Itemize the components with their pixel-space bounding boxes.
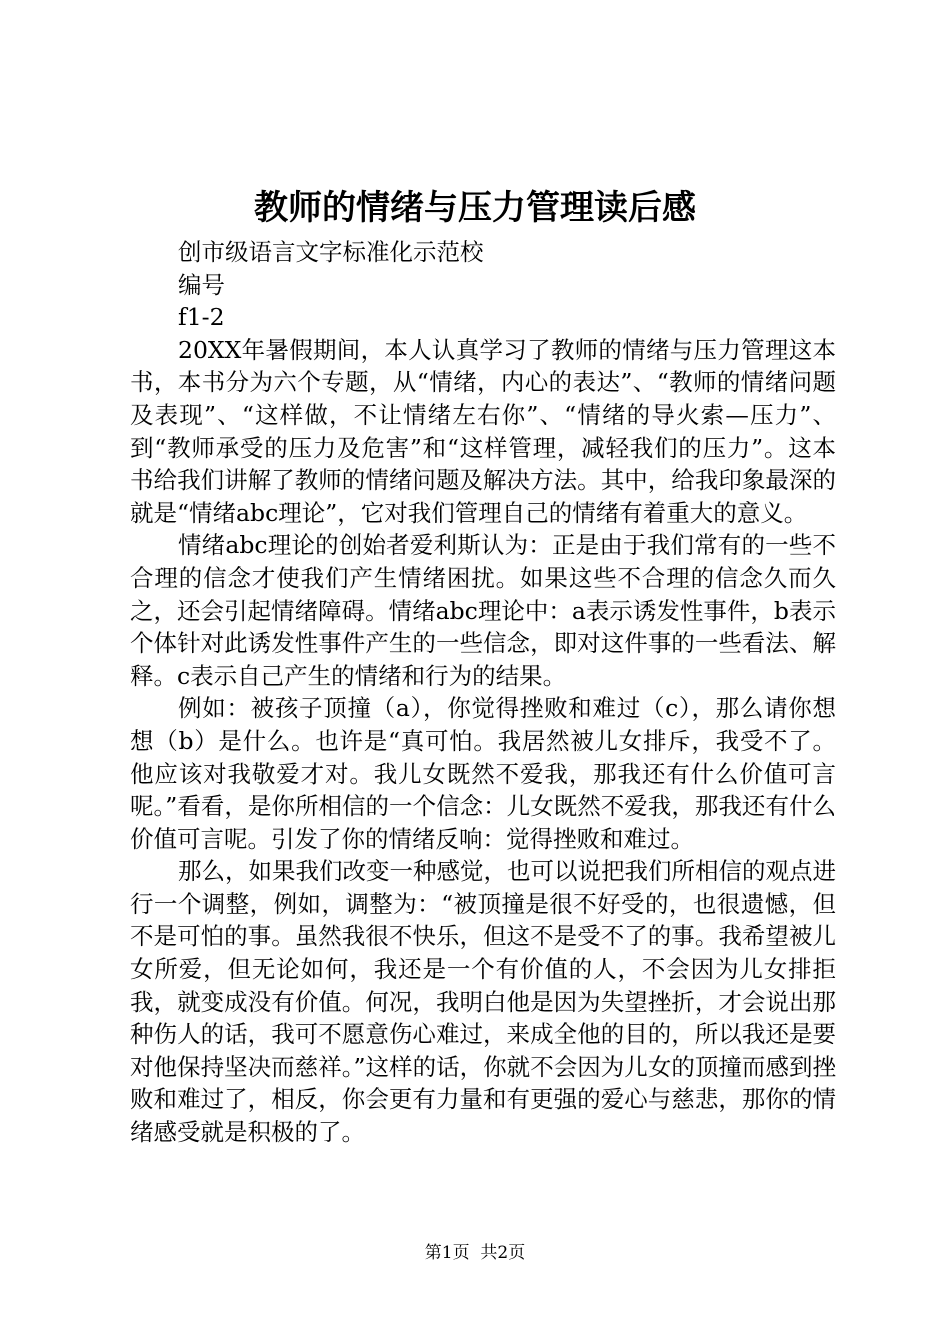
subtitle-school-line: 创市级语言文字标准化示范校: [178, 238, 484, 266]
document-body: [130, 236, 836, 1149]
page-footer: 第1页 共2页: [424, 1243, 526, 1263]
paragraph-abc-theory: 情绪abc理论的创始者爱利斯认为：正是由于我们常有的一些不合理的信念才使我们产生情绪困扰。如果这些不合理的信念久而久之，还会引起情绪障碍。情绪abc理论中：a表示诱发性事件，b表示个体针对此诱发性事件产生的一些信念，即对这件事的一些看法、解释。c表示自己产生的情绪和行为的结果。: [130, 531, 836, 690]
paragraph-adjustment: 那么，如果我们改变一种感觉，也可以说把我们所相信的观点进行一个调整，例如，调整为：“被顶撞是很不好受的，也很遗憾，但不是可怕的事。虽然我很不快乐，但这不是受不了的事。我希望被儿女所爱，但无论如何，我还是一个有价值的人，不会因为儿女排拒我，就变成没有价值。何况，我明白他是因为失望挫折，才会说出那种伤人的话，我可不愿意伤心难过，来成全他的目的，所以我还是要对他保持坚决而慈祥。”这样的话，你就不会因为儿女的顶撞而感到挫败和难过了，相反，你会更有力量和有更强的爱心与慈悲，那你的情绪感受就是积极的了。: [130, 857, 836, 1147]
subtitle-number-label: 编号: [178, 270, 225, 299]
paragraph-intro: 20XX年暑假期间，本人认真学习了教师的情绪与压力管理这本书，本书分为六个专题，从“情绪，内心的表达”、“教师的情绪问题及表现”、“这样做，不让情绪左右你”、“情绪的导火索—压力”、到“教师承受的压力及危害”和“这样管理，减轻我们的压力”。这本书给我们讲解了教师的情绪问题及解决方法。其中，给我印象最深的就是“情绪abc理论”，它对我们管理自己的情绪有着重大的意义。: [130, 335, 836, 527]
subtitle-number-value: f1-2: [178, 303, 225, 332]
document-title: 教师的情绪与压力管理读后感: [254, 188, 696, 228]
paragraph-example: 例如：被孩子顶撞（a），你觉得挫败和难过（c），那么请你想想（b）是什么。也许是“真可怕。我居然被儿女排斥，我受不了。他应该对我敬爱才对。我儿女既然不爱我，那我还有什么价值可言呢。”看看，是你所相信的一个信念：儿女既然不爱我，那我还有什么价值可言呢。引发了你的情绪反响：觉得挫败和难过。: [130, 694, 836, 853]
